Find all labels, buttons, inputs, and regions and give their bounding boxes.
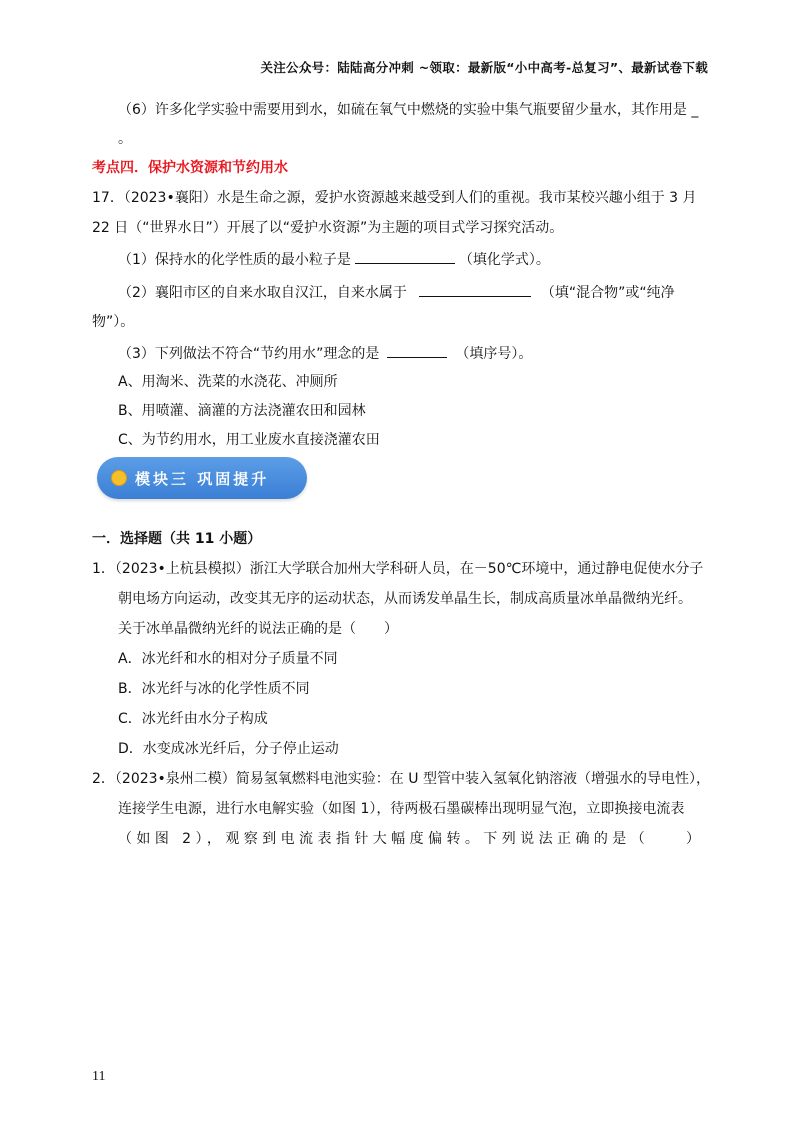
q2-line1: 2．（2023•泉州二模）简易氢氧燃料电池实验：在 U 型管中装入氢氧化钠溶液（增强水的导电性），	[92, 771, 710, 787]
q17-option-c: C、为节约用水，用工业废水直接浇灌农田	[118, 432, 380, 448]
q17-part2-suffix: （填“混合物”或“纯净	[540, 285, 675, 301]
answer-blank[interactable]	[355, 248, 455, 264]
q17-part3-text: （3）下列做法不符合“节约用水”理念的是	[118, 346, 380, 362]
q17-option-b: B、用喷灌、滴灌的方法浇灌农田和园林	[118, 403, 366, 419]
answer-blank[interactable]	[419, 281, 531, 297]
q17-part1-suffix: （填化学式）。	[458, 252, 550, 268]
q2-line2: 连接学生电源，进行水电解实验（如图 1），待两极石墨碳棒出现明显气泡，立即换接电流表	[118, 801, 685, 817]
page-header: 关注公众号：陆陆高分冲刺 ~领取：最新版“小中高考-总复习”、最新试卷下载	[260, 60, 708, 75]
q2-line3: （如图 2），观察到电流表指针大幅度偏转。下列说法正确的是（ ）	[118, 831, 700, 847]
q17-part2-line2: 物”）。	[92, 314, 135, 330]
trophy-icon	[111, 470, 127, 486]
q17-part1	[118, 248, 550, 270]
q16-part6-line1: （6）许多化学实验中需要用到水，如硫在氧气中燃烧的实验中集气瓶要留少量水，其作用是 _	[118, 102, 699, 118]
module-banner-title: 模块三 巩固提升	[135, 470, 270, 488]
q17-part2-text: （2）襄阳市区的自来水取自汉江，自来水属于	[118, 285, 407, 301]
q1-option-a: A．冰光纤和水的相对分子质量不同	[118, 651, 338, 667]
section-heading-choice: 一．选择题（共 11 小题）	[92, 531, 262, 547]
q1-option-d: D．水变成冰光纤后，分子停止运动	[118, 741, 339, 757]
page-number: 11	[92, 1069, 106, 1084]
q17-part3-suffix: （填序号）。	[455, 346, 533, 362]
q17-part2	[118, 281, 675, 303]
q1-line2: 朝电场方向运动，改变其无序的运动状态，从而诱发单晶生长，制成高质量冰单晶微纳光纤。	[118, 591, 692, 607]
q1-line3: 关于冰单晶微纳光纤的说法正确的是（ ）	[118, 621, 398, 637]
q17-line1: 17．（2023•襄阳）水是生命之源，爱护水资源越来越受到人们的重视。我市某校兴趣小组于 3 月	[92, 190, 697, 206]
q17-part1-text: （1）保持水的化学性质的最小粒子是	[118, 252, 351, 268]
answer-blank[interactable]	[387, 342, 447, 358]
section-heading-4: 考点四．保护水资源和节约用水	[92, 160, 288, 176]
q17-line2: 22 日（“世界水日”）开展了以“爱护水资源”为主题的项目式学习探究活动。	[92, 220, 564, 236]
q17-part3	[118, 342, 532, 364]
q1-line1: 1．（2023•上杭县模拟）浙江大学联合加州大学科研人员，在－50℃环境中，通过静电促使水分子	[92, 561, 704, 577]
module-banner	[97, 457, 307, 499]
q17-option-a: A、用淘米、洗菜的水浇花、冲厕所	[118, 374, 338, 390]
q1-option-c: C．冰光纤由水分子构成	[118, 711, 268, 727]
q16-part6-line2: 。	[118, 131, 132, 147]
q1-option-b: B．冰光纤与冰的化学性质不同	[118, 681, 310, 697]
